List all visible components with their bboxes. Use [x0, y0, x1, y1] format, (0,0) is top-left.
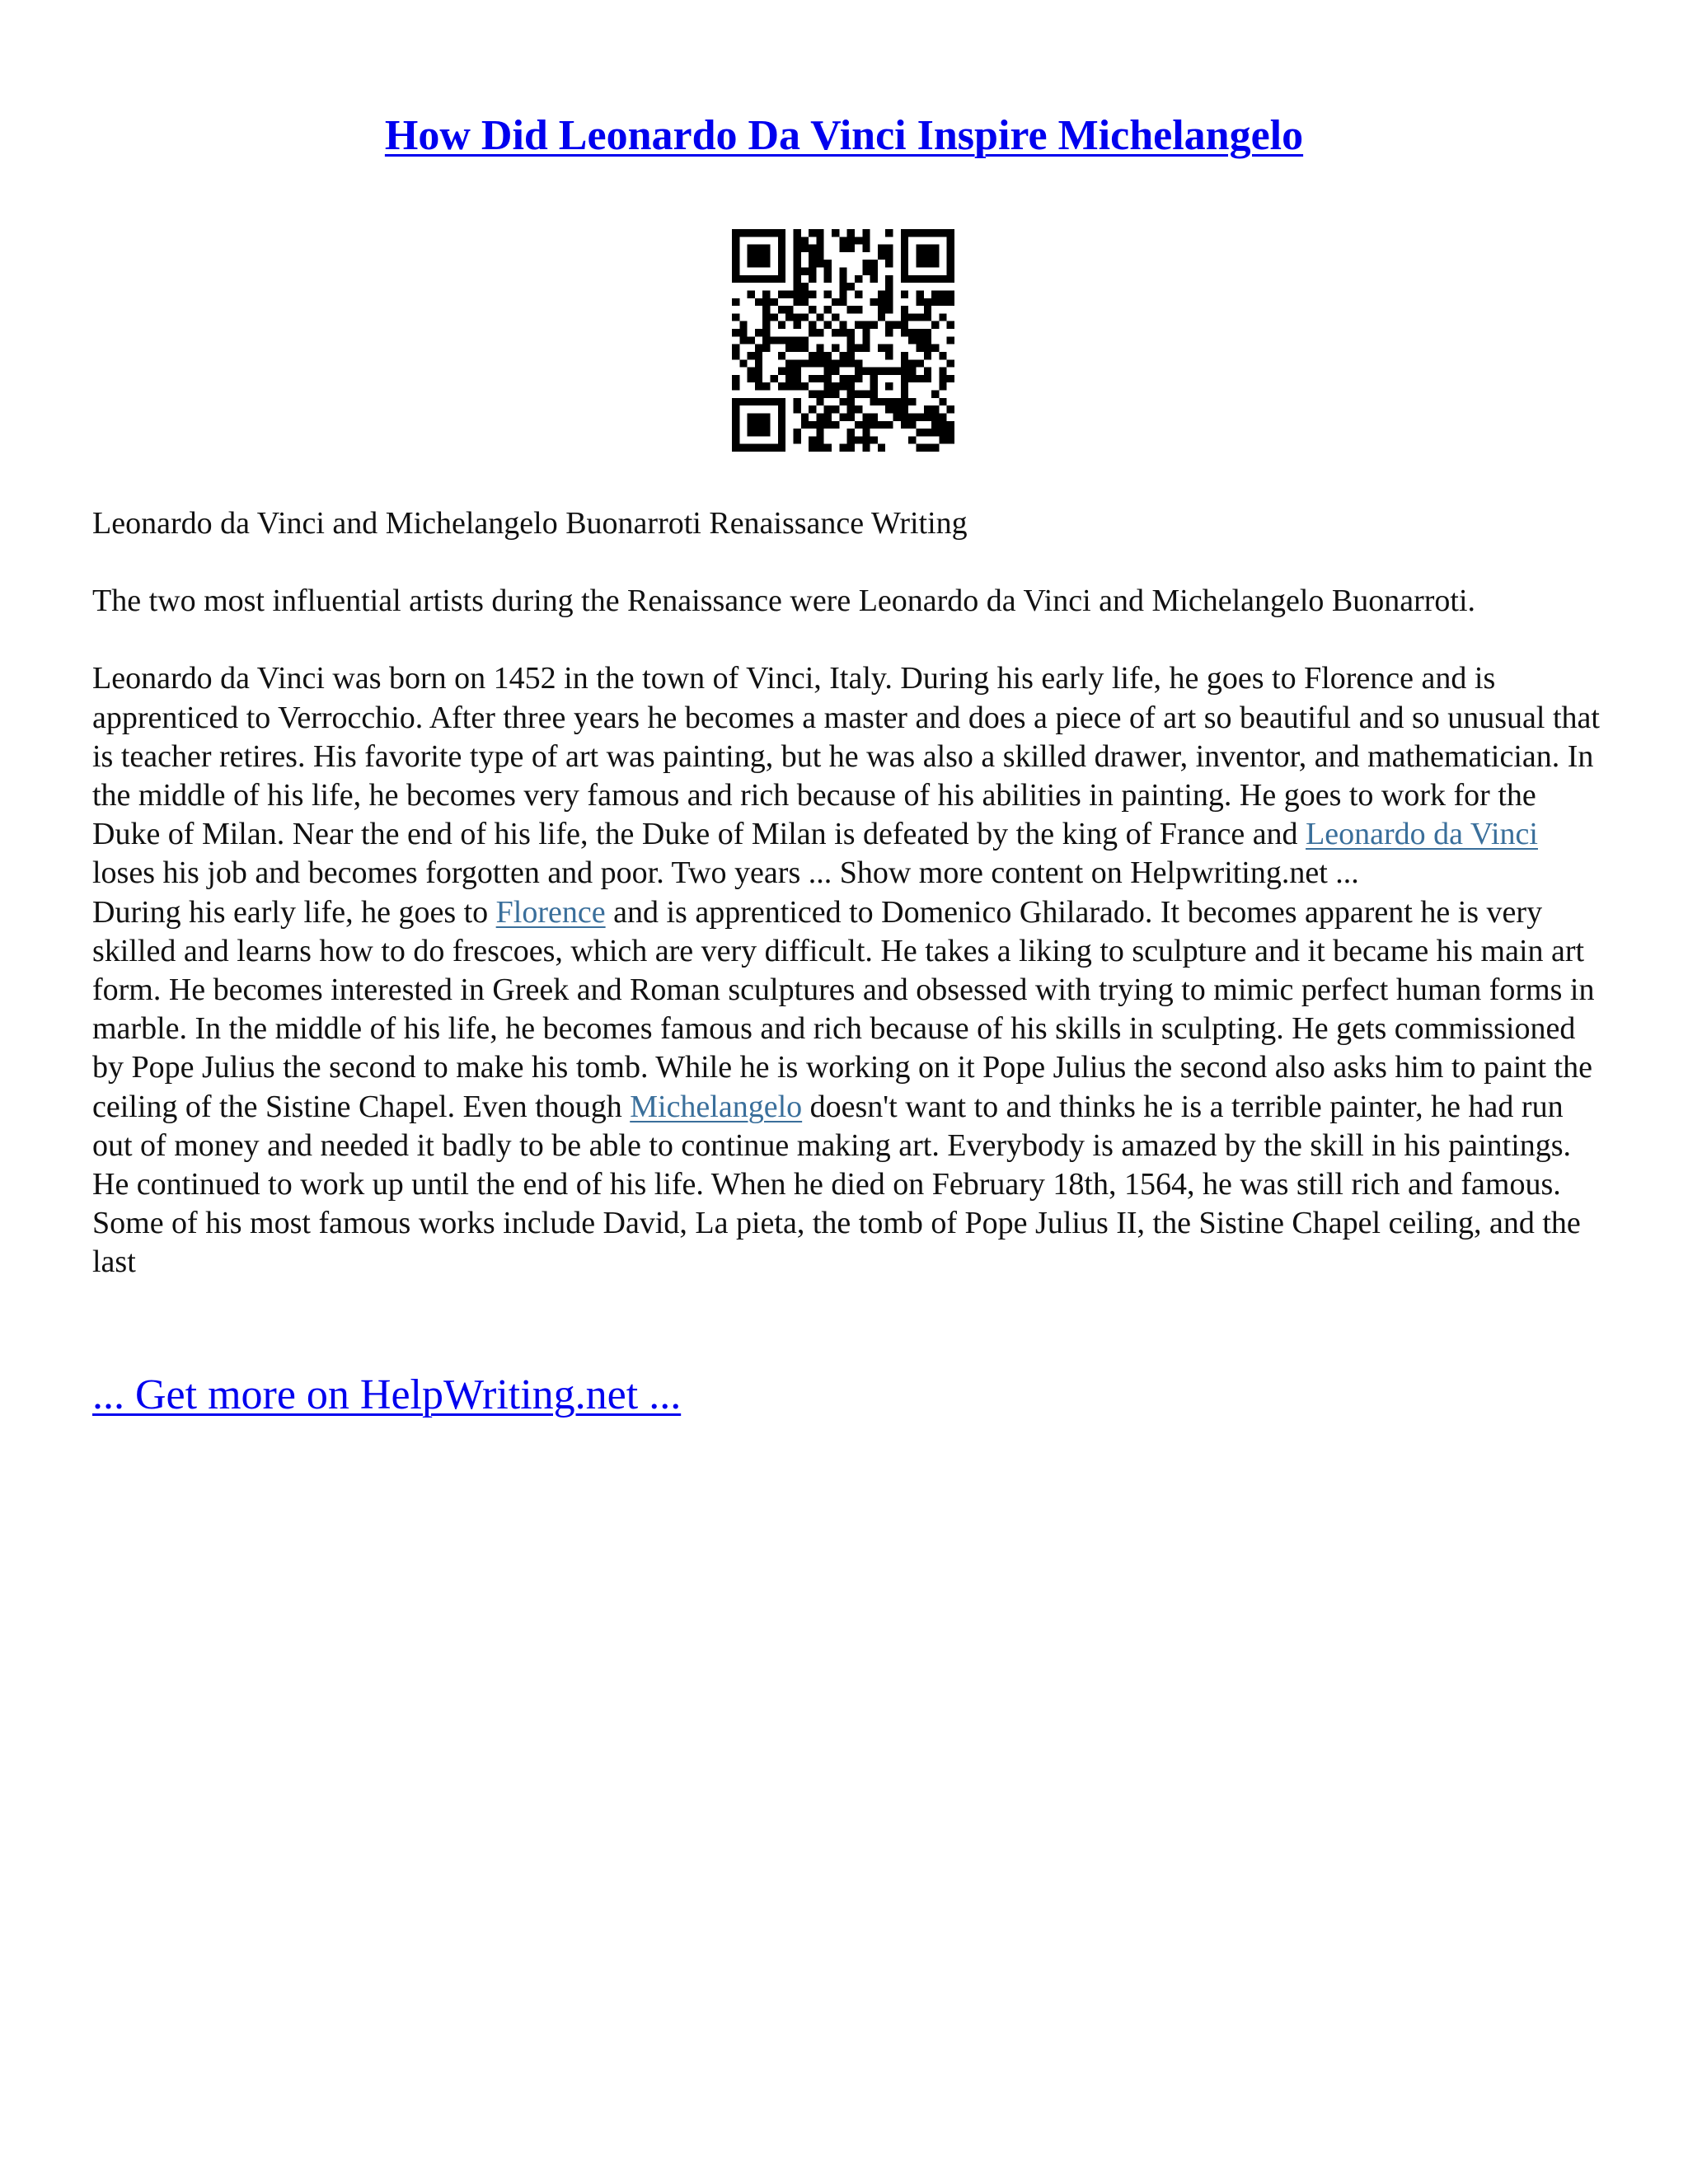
qr-code-icon — [732, 229, 954, 452]
get-more-link[interactable]: ... Get more on HelpWriting.net ... — [92, 1371, 682, 1418]
page-title — [0, 107, 1688, 165]
article-paragraph-2 — [92, 893, 1606, 1282]
paragraph-1-text-b: loses his job and becomes forgotten and poor. Two years ... Show more content on Helpwriting.net ... — [92, 855, 1359, 891]
qr-code-graphic — [732, 229, 954, 452]
title-link[interactable]: How Did Leonardo Da Vinci Inspire Michelangelo — [384, 112, 1304, 159]
florence-link[interactable]: Florence — [495, 894, 606, 930]
paragraph-2-text-b: and is apprenticed to Domenico Ghilarado. It becomes apparent he is very skilled and learns how to do frescoes, which are very difficult. He takes a liking to sculpture and it became his main art form. He becomes interested in Greek and Roman sculptures and obsessed with trying to mimic perfect human forms in marble. In the middle of his life, he becomes famous and rich because of his skills in sculpting. He gets commissioned by Pope Julius the second to make his tomb. While he is working on it Pope Julius the second also asks him to paint the ceiling of the Sistine Chapel. Even though — [92, 894, 1595, 1124]
article-body — [92, 504, 1606, 1282]
article-heading-line: Leonardo da Vinci and Michelangelo Buonarroti Renaissance Writing — [92, 506, 968, 541]
paragraph-2-text-a: During his early life, he goes to — [92, 894, 496, 930]
michelangelo-link[interactable]: Michelangelo — [630, 1089, 803, 1124]
paragraph-1-text-a: Leonardo da Vinci was born on 1452 in the town of Vinci, Italy. During his early life, he goes to Florence and is apprenticed to Verrocchio. After three years he becomes a master and does a piece of art so beautiful and so unusual that is teacher retires. His favorite type of art was painting, but he was also a skilled drawer, inventor, and mathematician. In the middle of his life, he becomes very famous and rich because of his abilities in painting. He goes to work for the Duke of Milan. Near the end of his life, the Duke of Milan is defeated by the king of France and — [92, 661, 1600, 852]
leonardo-da-vinci-link[interactable]: Leonardo da Vinci — [1306, 817, 1538, 852]
get-more-line — [92, 1366, 681, 1424]
article-paragraph-1 — [92, 659, 1606, 893]
article-intro: The two most influential artists during the Renaissance were Leonardo da Vinci and Michelangelo Buonarroti. — [92, 583, 1476, 619]
paragraph-2-text-c: doesn't want to and thinks he is a terrible painter, he had run out of money and needed it badly to be able to continue making art. Everybody is amazed by the skill in his paintings. He continued to work up until the end of his life. When he died on February 18th, 1564, he was still rich and famous. Some of his most famous works include David, La pieta, the tomb of Pope Julius II, the Sistine Chapel ceiling, and the last — [92, 1089, 1581, 1280]
